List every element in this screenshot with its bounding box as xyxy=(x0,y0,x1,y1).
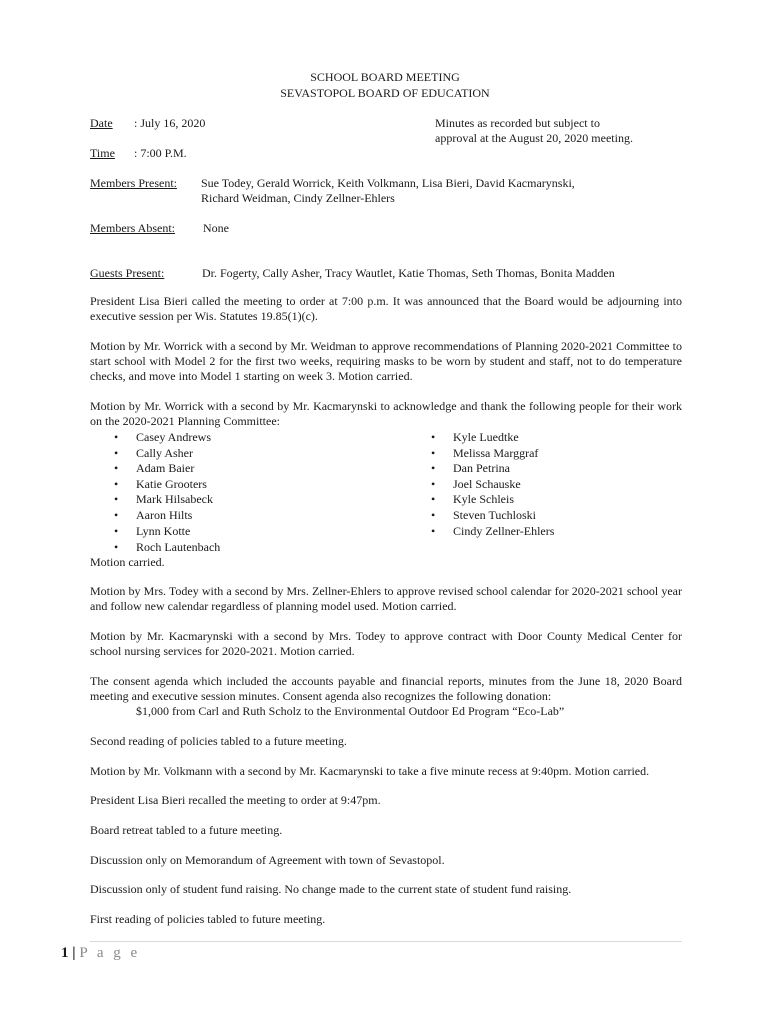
page-separator: | xyxy=(72,945,76,961)
members-present-label: Members Present: xyxy=(90,176,177,190)
paragraph-motion-nursing: Motion by Mr. Kacmarynski with a second by Mrs. Todey to approve contract with Door County Medical Center for school nursing services for 2020-2021. Motion carried. xyxy=(90,629,682,658)
members-present-line-1: Sue Todey, Gerald Worrick, Keith Volkmann, Lisa Bieri, David Kacmarynski, xyxy=(201,176,575,190)
bullet-icon: • xyxy=(114,461,119,475)
date-label: Date xyxy=(90,116,113,130)
bullet-icon: • xyxy=(431,524,436,538)
members-present-line-2: Richard Weidman, Cindy Zellner-Ehlers xyxy=(201,191,395,205)
members-absent-value: None xyxy=(203,221,229,235)
paragraph-motion-recess: Motion by Mr. Volkmann with a second by Mr. Kacmarynski to take a five minute recess at 9:40pm. Motion carried. xyxy=(90,764,650,778)
bullet-icon: • xyxy=(114,508,119,522)
heading-line-2: SEVASTOPOL BOARD OF EDUCATION xyxy=(280,86,490,100)
bullet-icon: • xyxy=(431,492,436,506)
bullet-icon: • xyxy=(431,508,436,522)
approval-note-line-2: approval at the August 20, 2020 meeting. xyxy=(435,131,633,145)
paragraph-consent-agenda: The consent agenda which included the accounts payable and financial reports, minutes from the June 18, 2020 Board meeting and executive session minutes. Consent agenda also recognizes the following donation: xyxy=(90,674,682,703)
bullet-icon: • xyxy=(114,492,119,506)
bullet-icon: • xyxy=(114,540,119,554)
bullet-icon: • xyxy=(431,446,436,460)
page-number-value: 1 xyxy=(61,945,69,961)
paragraph-first-reading: First reading of policies tabled to future meeting. xyxy=(90,912,326,926)
bullet-icon: • xyxy=(431,461,436,475)
time-value: : 7:00 P.M. xyxy=(134,146,187,160)
bullet-icon: • xyxy=(114,430,119,444)
paragraph-board-retreat: Board retreat tabled to a future meeting. xyxy=(90,823,283,837)
bullet-icon: • xyxy=(114,524,119,538)
document-page: SCHOOL BOARD MEETING SEVASTOPOL BOARD OF EDUCATION Date : July 16, 2020 Minutes as recorded but subject to approval at the August 20, 2020 meeting. Time : 7:00 P.M. Members Present: Sue Todey, Gerald Worrick, Keith Volkmann, Lisa Bieri, David Kacmarynski, Richard Weidman, Cindy Zellner-Ehlers Members Absent: None Guests Present: Dr. Fogerty, Cally Asher, Tracy Wautlet, Katie Thomas, Seth Thomas, Bonita Madden President Lisa Bieri called the meeting to order at 7:00 p.m. It was announced that the Board would be adjourning into executive session per Wis. Statutes 19.85(1)(c). Motion by Mr. Worrick with a second by Mr. Weidman to approve recommendations of Planning 2020-2021 Committee to start school with Model 2 for the first two weeks, requiring masks to be worn by student and staff, not to do temperature checks, and move into Model 1 starting on week 3. Motion carried. Motion by Mr. Worrick with a second by Mr. Kacmarynski to acknowledge and thank the following people for their work on the 2020-2021 Planning Committee: • Casey Andrews • Cally Asher • Adam Baier • Katie Grooters • Mark Hilsabeck • Aaron Hilts • Lynn Kotte • Roch Lautenbach • Kyle Luedtke • Melissa Marggraf • Dan Petrina • Joel Schauske • Kyle Schleis • Steven Tuchloski • Cindy Zellner-Ehlers Motion carried. Motion by Mrs. Todey with a second by Mrs. Zellner-Ehlers to approve revised school calendar for 2020-2021 school year and follow new calendar regardless of planning model used. Motion carried. Motion by Mr. Kacmarynski with a second by Mrs. Todey to approve contract with Door County Medical Center for school nursing services for 2020-2021. Motion carried. The consent agenda which included the accounts payable and financial reports, minutes from the June 18, 2020 Board meeting and executive session minutes. Consent agenda also recognizes the following donation: $1,000 from Carl and Ruth Scholz to the Environmental Outdoor Ed Program “Eco-Lab” Second reading of policies tabled to a future meeting. Motion by Mr. Volkmann with a second by Mr. Kacmarynski to take a five minute recess at 9:40pm. Motion carried. President Lisa Bieri recalled the meeting to order at 9:47pm. Board retreat tabled to a future meeting. Discussion only on Memorandum of Agreement with town of Sevastopol. Discussion only of student fund raising. No change made to the current state of student fund raising. First reading of policies tabled to future meeting. 1 | P a g e xyxy=(0,0,770,1024)
paragraph-fund-raising: Discussion only of student fund raising. No change made to the current state of student fund raising. xyxy=(90,882,572,896)
donation-line: $1,000 from Carl and Ruth Scholz to the Environmental Outdoor Ed Program “Eco-Lab” xyxy=(136,704,565,718)
members-absent-label: Members Absent: xyxy=(90,221,175,235)
bullet-icon: • xyxy=(114,446,119,460)
time-label: Time xyxy=(90,146,115,160)
paragraph-memorandum: Discussion only on Memorandum of Agreement with town of Sevastopol. xyxy=(90,853,445,867)
page-word: P a g e xyxy=(79,945,141,961)
footer-divider xyxy=(90,941,682,942)
paragraph-motion-planning: Motion by Mr. Worrick with a second by Mr. Weidman to approve recommendations of Planning 2020-2021 Committee to start school with Model 2 for the first two weeks, requiring masks to be worn by student and staff, not to do temperature checks, and move into Model 1 starting on week 3. Motion carried. xyxy=(90,339,682,383)
approval-note-line-1: Minutes as recorded but subject to xyxy=(435,116,600,130)
bullet-icon: • xyxy=(114,477,119,491)
paragraph-motion-acknowledge: Motion by Mr. Worrick with a second by Mr. Kacmarynski to acknowledge and thank the following people for their work on the 2020-2021 Planning Committee: xyxy=(90,399,682,428)
guests-present-label: Guests Present: xyxy=(90,266,165,280)
paragraph-second-reading: Second reading of policies tabled to a future meeting. xyxy=(90,734,347,748)
bullet-icon: • xyxy=(431,477,436,491)
page-number xyxy=(61,944,140,962)
paragraph-recall-order: President Lisa Bieri recalled the meeting to order at 9:47pm. xyxy=(90,793,381,807)
bullet-icon: • xyxy=(431,430,436,444)
date-value: : July 16, 2020 xyxy=(134,116,206,130)
paragraph-call-to-order: President Lisa Bieri called the meeting to order at 7:00 p.m. It was announced that the Board would be adjourning into executive session per Wis. Statutes 19.85(1)(c). xyxy=(90,294,682,323)
paragraph-motion-calendar: Motion by Mrs. Todey with a second by Mrs. Zellner-Ehlers to approve revised school calendar for 2020-2021 school year and follow new calendar regardless of planning model used. Motion carried. xyxy=(90,584,682,613)
heading-line-1: SCHOOL BOARD MEETING xyxy=(310,70,460,84)
motion-carried-text: Motion carried. xyxy=(90,555,165,569)
guests-present-value: Dr. Fogerty, Cally Asher, Tracy Wautlet, Katie Thomas, Seth Thomas, Bonita Madden xyxy=(202,266,615,280)
